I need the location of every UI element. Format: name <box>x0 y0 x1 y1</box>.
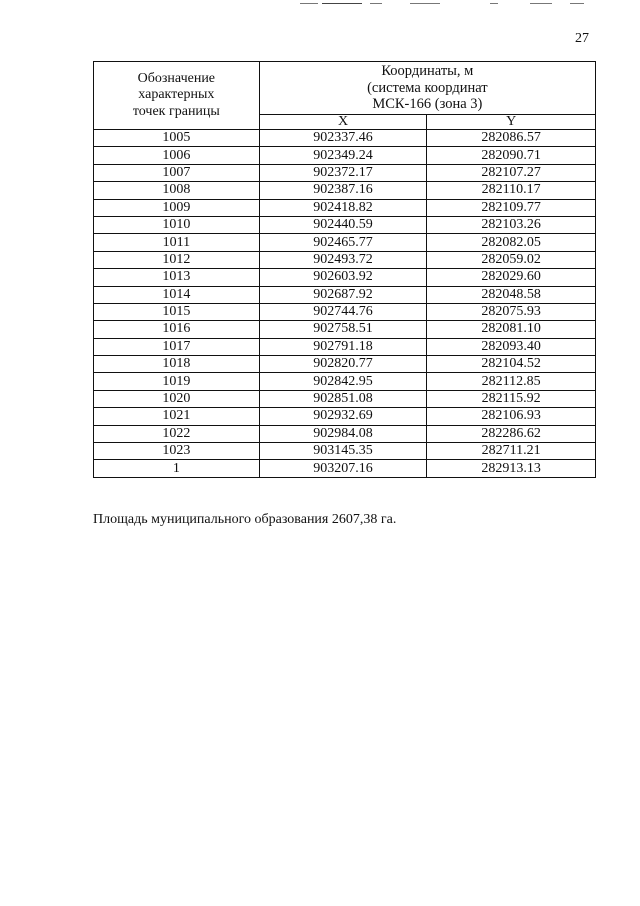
point-column-header <box>94 62 260 130</box>
table-row <box>94 338 596 355</box>
table-row <box>94 321 596 338</box>
table-row <box>94 408 596 425</box>
y-coordinate-cell: 282048.58 <box>427 286 596 303</box>
point-cell: 1005 <box>94 130 260 147</box>
x-coordinate-cell: 902440.59 <box>259 216 427 233</box>
table-row <box>94 269 596 286</box>
table-row <box>94 234 596 251</box>
x-coordinate-cell: 903207.16 <box>259 460 427 477</box>
coordinates-header <box>259 62 595 115</box>
table-row <box>94 286 596 303</box>
x-coordinate-cell: 902984.08 <box>259 425 427 442</box>
page-number: 27 <box>575 31 589 46</box>
x-coordinate-cell: 902349.24 <box>259 147 427 164</box>
coords-header-line: МСК-166 (зона 3) <box>372 96 483 113</box>
table-row <box>94 251 596 268</box>
point-cell: 1007 <box>94 164 260 181</box>
x-coordinate-cell: 902758.51 <box>259 321 427 338</box>
x-coordinate-cell: 902851.08 <box>259 390 427 407</box>
point-header-line: точек границы <box>132 103 220 119</box>
y-coordinate-cell: 282090.71 <box>427 147 596 164</box>
y-coordinate-cell: 282109.77 <box>427 199 596 216</box>
x-coordinate-cell: 903145.35 <box>259 443 427 460</box>
y-coordinate-cell: 282110.17 <box>427 182 596 199</box>
x-coordinate-cell: 902493.72 <box>259 251 427 268</box>
point-cell: 1011 <box>94 234 260 251</box>
table-body <box>94 130 596 478</box>
scan-edge-marks <box>300 3 620 5</box>
point-cell: 1012 <box>94 251 260 268</box>
y-coordinate-cell: 282107.27 <box>427 164 596 181</box>
table-row <box>94 460 596 477</box>
point-cell: 1013 <box>94 269 260 286</box>
point-cell: 1009 <box>94 199 260 216</box>
table-row <box>94 356 596 373</box>
table-row <box>94 425 596 442</box>
point-cell: 1023 <box>94 443 260 460</box>
table-row <box>94 216 596 233</box>
x-coordinate-cell: 902465.77 <box>259 234 427 251</box>
point-header-line: характерных <box>138 87 215 103</box>
x-coordinate-cell: 902387.16 <box>259 182 427 199</box>
coords-header-line: Координаты, м <box>381 62 474 79</box>
x-coordinate-cell: 902791.18 <box>259 338 427 355</box>
y-coordinate-cell: 282106.93 <box>427 408 596 425</box>
point-cell: 1008 <box>94 182 260 199</box>
coordinates-table <box>93 61 596 478</box>
x-coordinate-cell: 902372.17 <box>259 164 427 181</box>
table-row <box>94 199 596 216</box>
y-column-header: Y <box>427 115 596 130</box>
y-coordinate-cell: 282711.21 <box>427 443 596 460</box>
y-coordinate-cell: 282112.85 <box>427 373 596 390</box>
table-row <box>94 373 596 390</box>
point-header-line: Обозначение <box>137 71 216 87</box>
y-coordinate-cell: 282059.02 <box>427 251 596 268</box>
y-coordinate-cell: 282081.10 <box>427 321 596 338</box>
point-cell: 1021 <box>94 408 260 425</box>
x-coordinate-cell: 902932.69 <box>259 408 427 425</box>
table-row <box>94 303 596 320</box>
point-cell: 1006 <box>94 147 260 164</box>
point-cell: 1010 <box>94 216 260 233</box>
y-coordinate-cell: 282913.13 <box>427 460 596 477</box>
table-row <box>94 164 596 181</box>
y-coordinate-cell: 282075.93 <box>427 303 596 320</box>
y-coordinate-cell: 282086.57 <box>427 130 596 147</box>
point-cell: 1020 <box>94 390 260 407</box>
point-cell: 1016 <box>94 321 260 338</box>
table-row <box>94 182 596 199</box>
area-statement: Площадь муниципального образования 2607,38 га. <box>93 512 397 527</box>
y-coordinate-cell: 282103.26 <box>427 216 596 233</box>
table-row <box>94 130 596 147</box>
x-coordinate-cell: 902820.77 <box>259 356 427 373</box>
x-coordinate-cell: 902687.92 <box>259 286 427 303</box>
point-cell: 1014 <box>94 286 260 303</box>
x-coordinate-cell: 902842.95 <box>259 373 427 390</box>
coords-header-line: (система координат <box>367 79 488 96</box>
x-coordinate-cell: 902744.76 <box>259 303 427 320</box>
point-cell: 1018 <box>94 356 260 373</box>
y-coordinate-cell: 282104.52 <box>427 356 596 373</box>
table-row <box>94 390 596 407</box>
x-coordinate-cell: 902337.46 <box>259 130 427 147</box>
y-coordinate-cell: 282115.92 <box>427 390 596 407</box>
y-coordinate-cell: 282286.62 <box>427 425 596 442</box>
point-cell: 1019 <box>94 373 260 390</box>
x-column-header: X <box>259 115 427 130</box>
x-coordinate-cell: 902603.92 <box>259 269 427 286</box>
table-row <box>94 443 596 460</box>
point-cell: 1015 <box>94 303 260 320</box>
y-coordinate-cell: 282093.40 <box>427 338 596 355</box>
point-cell: 1017 <box>94 338 260 355</box>
y-coordinate-cell: 282082.05 <box>427 234 596 251</box>
table-row <box>94 147 596 164</box>
x-coordinate-cell: 902418.82 <box>259 199 427 216</box>
point-cell: 1022 <box>94 425 260 442</box>
point-cell: 1 <box>94 460 260 477</box>
y-coordinate-cell: 282029.60 <box>427 269 596 286</box>
